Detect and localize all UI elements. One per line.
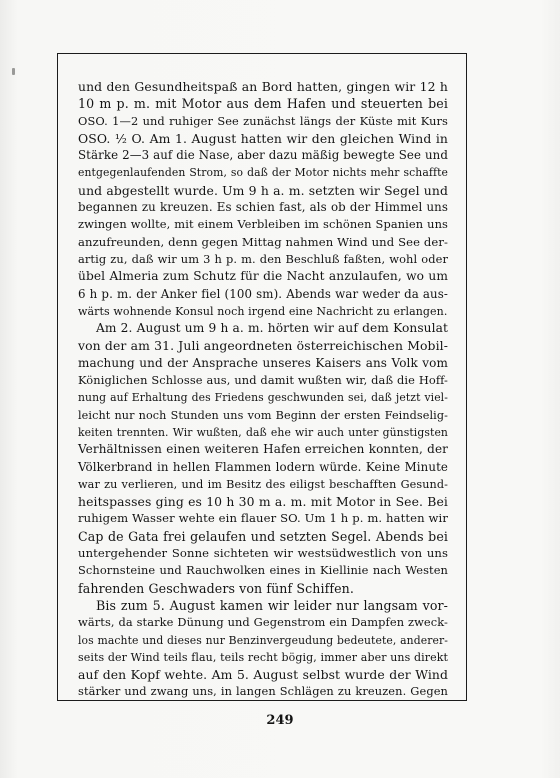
paragraph-start-line: Bis zum 5. August kamen wir leider nur langsam vor- — [96, 597, 448, 613]
text-line: von der am 31. Juli angeordneten österreichischen Mobil- — [78, 338, 448, 354]
text-line: wärts, da starke Dünung und Gegenstrom ein Dampfen zweck- — [78, 615, 448, 630]
text-line: 10 m p. m. mit Motor aus dem Hafen und steuerten bei — [78, 96, 448, 112]
text-line: Stärke 2—3 auf die Nase, aber dazu mäßig bewegte See und — [78, 148, 448, 163]
text-line: Königlichen Schlosse aus, und damit wußten wir, daß die Hoff- — [78, 373, 448, 388]
text-line: auf den Kopf wehte. Am 5. August selbst wurde der Wind — [78, 667, 448, 683]
text-line: Cap de Gata frei gelaufen und setzten Segel. Abends bei — [78, 528, 448, 544]
text-line: war zu verlieren, und im Besitz des eiligst beschafften Gesund- — [78, 477, 448, 491]
text-line: nung auf Erhaltung des Friedens geschwunden sei, daß jetzt viel- — [78, 391, 448, 405]
text-line: und den Gesundheitspaß an Bord hatten, gingen wir 12 h — [78, 79, 448, 94]
text-line: übel Almeria zum Schutz für die Nacht anzulaufen, wo um — [78, 269, 448, 284]
text-frame — [57, 53, 467, 701]
text-line: stärker und zwang uns, in langen Schlägen zu kreuzen. Gegen — [78, 684, 448, 699]
page-edge-mark — [12, 68, 15, 75]
text-line: artig zu, daß wir um 3 h p. m. den Beschluß faßten, wohl oder — [78, 251, 448, 266]
text-line: heitspasses ging es 10 h 30 m a. m. mit Motor in See. Bei — [78, 494, 448, 510]
text-line: wärts wohnende Konsul noch irgend eine Nachricht zu erlangen. — [78, 304, 448, 318]
text-line: Völkerbrand in hellen Flammen lodern würde. Keine Minute — [78, 459, 448, 474]
text-line: Verhältnissen einen weiteren Hafen erreichen konnten, der — [78, 442, 448, 457]
text-line: und abgestellt wurde. Um 9 h a. m. setzten wir Segel und — [78, 182, 448, 198]
paragraph-start-line: Am 2. August um 9 h a. m. hörten wir auf dem Konsulat — [96, 321, 448, 336]
text-line: begannen zu kreuzen. Es schien fast, als ob der Himmel uns — [78, 200, 448, 215]
text-line: ruhigem Wasser wehte ein flauer SO. Um 1 h p. m. hatten wir — [78, 511, 448, 526]
text-line: untergehender Sonne sichteten wir westsüdwestlich von uns — [78, 546, 448, 561]
page-number: 249 — [266, 713, 294, 728]
text-line: OSO. ½ O. Am 1. August hatten wir den gleichen Wind in — [78, 130, 448, 146]
text-line: machung und der Ansprache unseres Kaisers ans Volk vom — [78, 355, 448, 370]
text-line: los machte und dieses nur Benzinvergeudung bedeutete, anderer- — [78, 633, 448, 647]
text-line: Schornsteine und Rauchwolken eines in Kiellinie nach Westen — [78, 563, 448, 578]
text-line: seits der Wind teils flau, teils recht bögig, immer aber uns direkt — [78, 650, 448, 664]
text-line: 6 h p. m. der Anker fiel (100 sm). Abends war weder da aus- — [78, 286, 448, 301]
text-line: fahrenden Geschwaders von fünf Schiffen. — [78, 580, 354, 596]
text-line: entgegenlaufenden Strom, so daß der Motor nichts mehr schaffte — [78, 166, 448, 180]
text-line: leicht nur noch Stunden uns vom Beginn der ersten Feindselig- — [78, 408, 448, 422]
text-line: anzufreunden, denn gegen Mittag nahmen Wind und See der- — [78, 234, 448, 249]
text-line: OSO. 1—2 und ruhiger See zunächst längs der Küste mit Kurs — [78, 113, 448, 128]
text-line: zwingen wollte, mit einem Verbleiben im schönen Spanien uns — [78, 217, 448, 232]
body-text — [78, 78, 448, 701]
text-line: keiten trennten. Wir wußten, daß ehe wir auch unter günstigsten — [78, 425, 448, 439]
